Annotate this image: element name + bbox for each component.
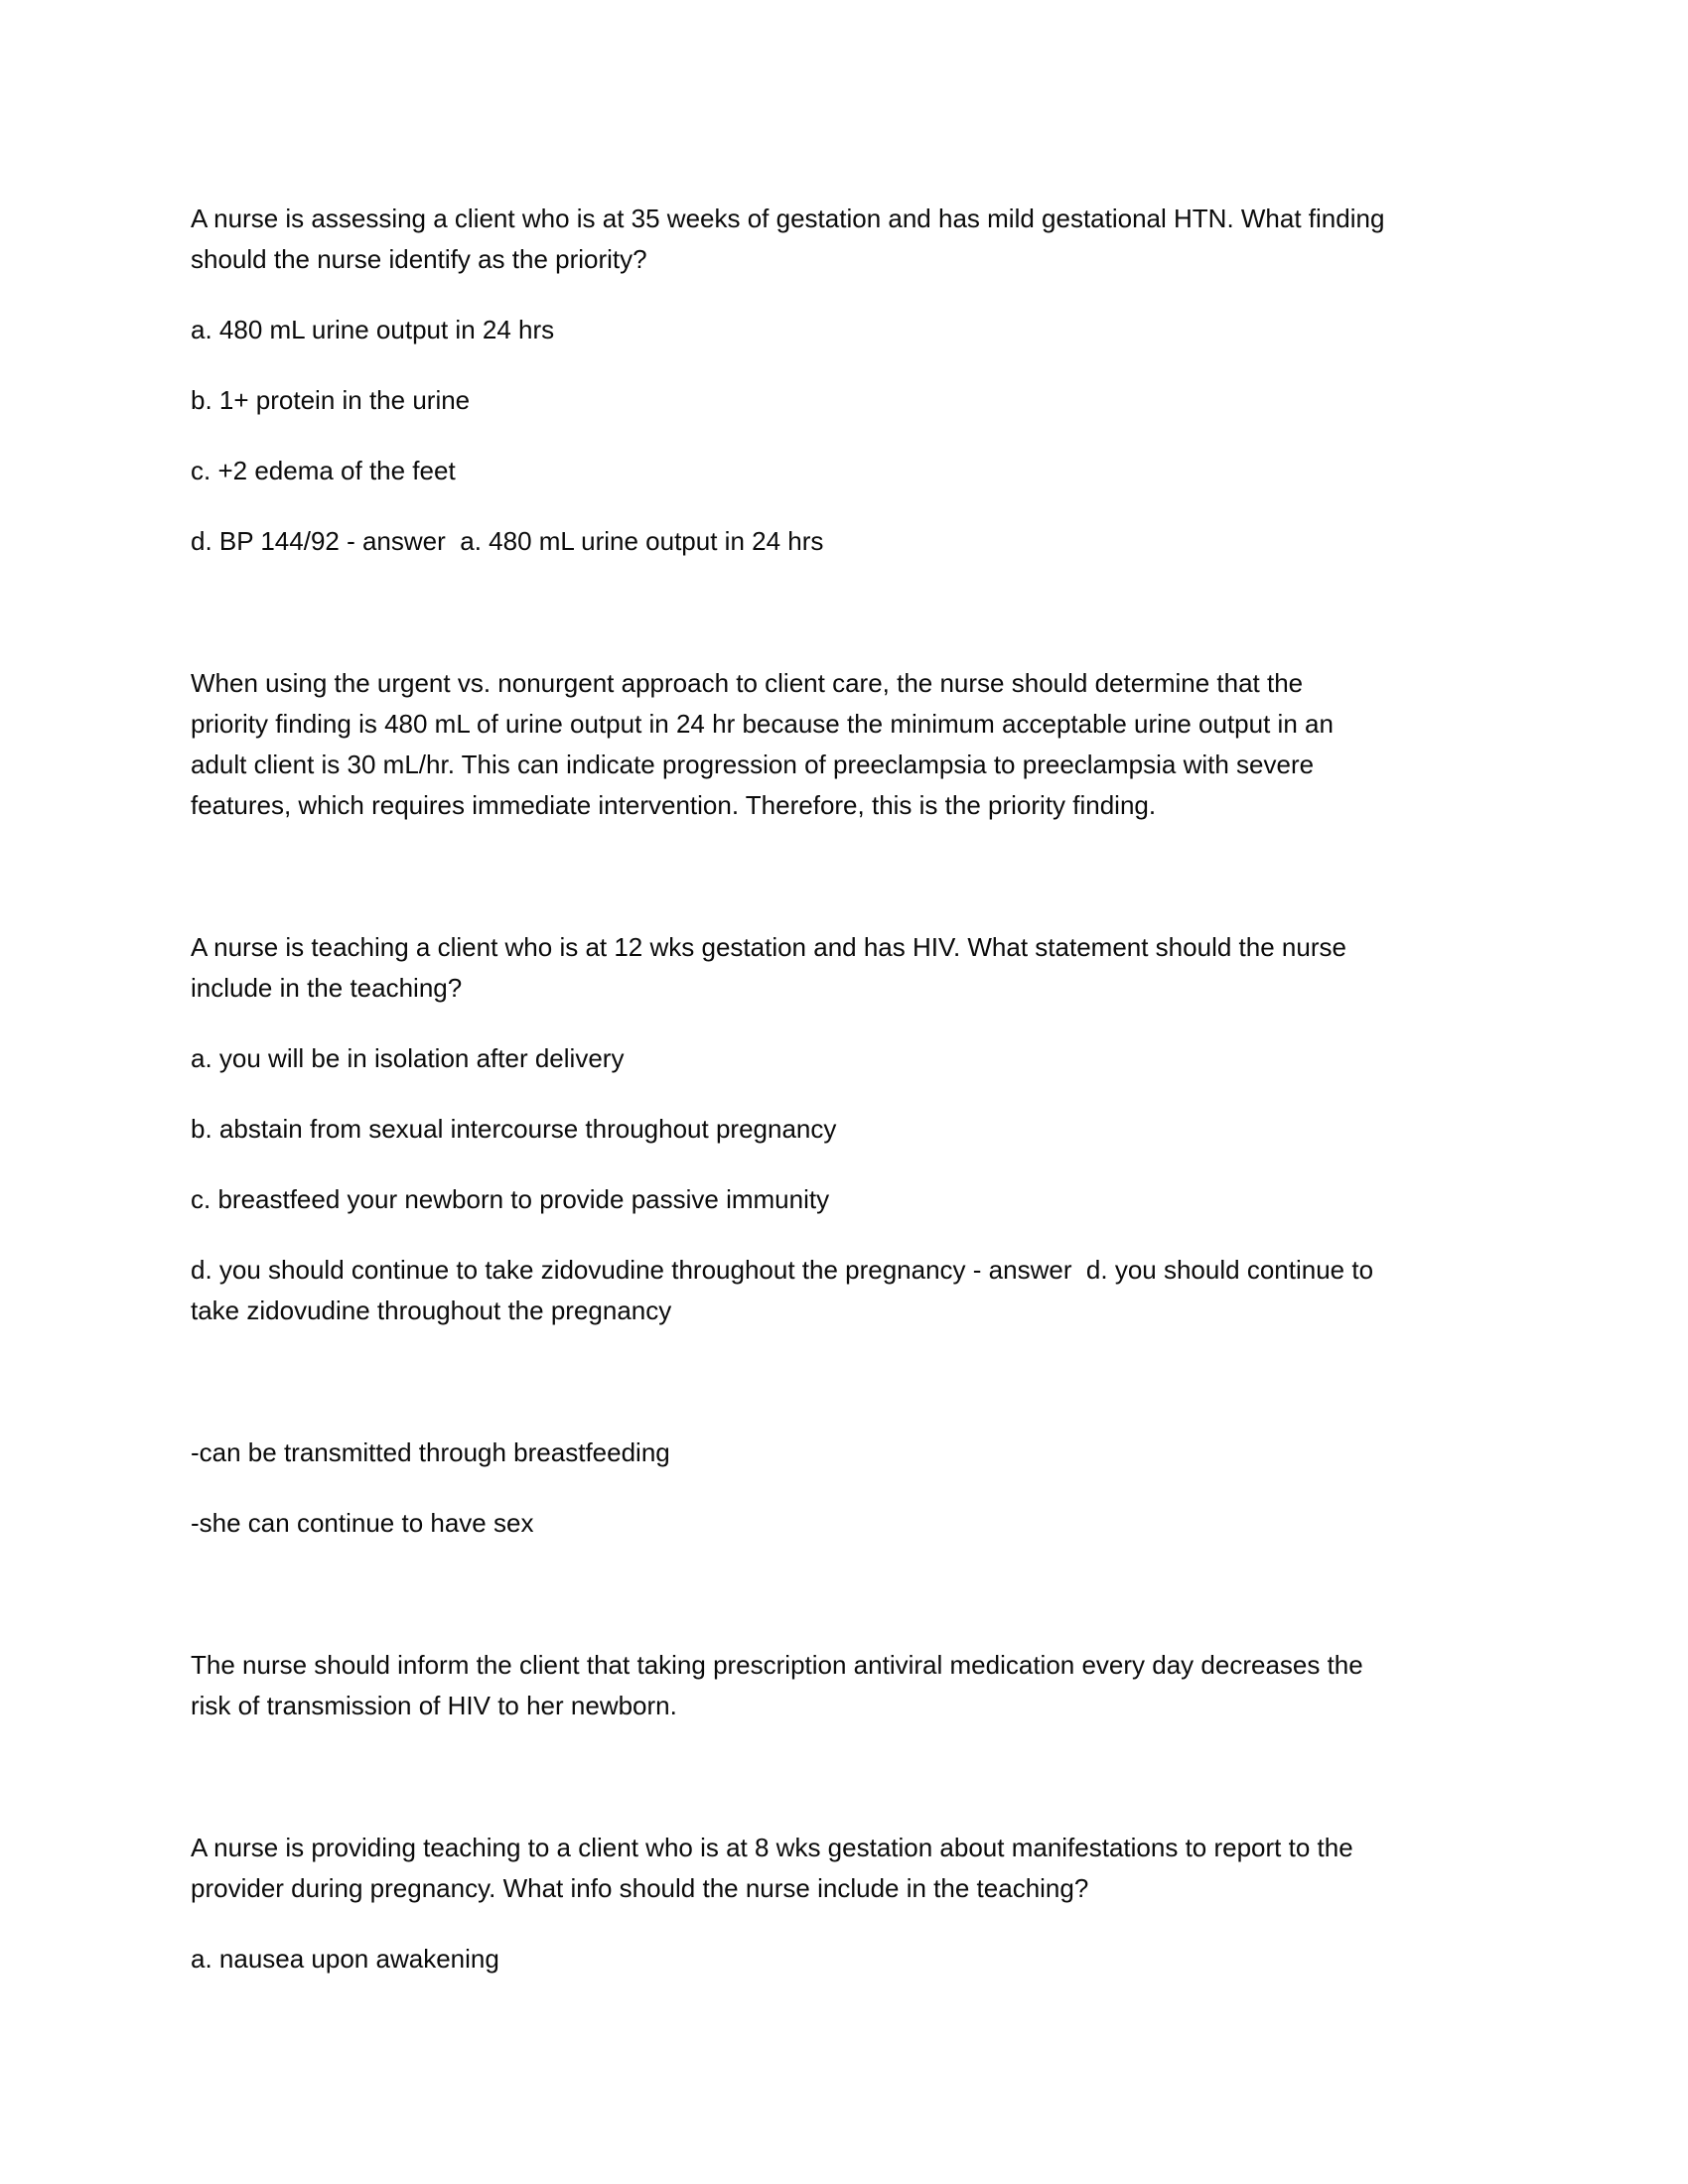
question-1-option-b	[191, 380, 1521, 421]
question-1-rationale	[191, 663, 1521, 826]
question-3-option-a	[191, 1939, 1521, 1979]
question-1-option-b-text: b. 1+ protein in the urine	[191, 385, 471, 415]
question-1-rationale-line-1: When using the urgent vs. nonurgent approach to client care, the nurse should determine that the	[191, 668, 1304, 698]
question-2-note-2-text: -she can continue to have sex	[191, 1508, 534, 1538]
question-1-stem-line-2: should the nurse identify as the priority?	[191, 244, 647, 274]
question-2-option-c-text: c. breastfeed your newborn to provide passive immunity	[191, 1184, 830, 1214]
question-1-option-d-text: d. BP 144/92 - answer a. 480 mL urine output in 24 hrs	[191, 526, 824, 556]
question-2-option-d-line-1: d. you should continue to take zidovudine throughout the pregnancy - answer d. you should continue to	[191, 1255, 1374, 1285]
question-2-rationale-line-1: The nurse should inform the client that taking prescription antiviral medication every day decreases the	[191, 1650, 1363, 1680]
question-2-note-1-text: -can be transmitted through breastfeeding	[191, 1437, 670, 1467]
question-1-rationale-line-3: adult client is 30 mL/hr. This can indicate progression of preeclampsia to preeclampsia with severe	[191, 750, 1315, 779]
question-2-stem-line-1: A nurse is teaching a client who is at 12 wks gestation and has HIV. What statement should the nurse	[191, 932, 1346, 962]
question-1-option-a-text: a. 480 mL urine output in 24 hrs	[191, 315, 555, 344]
question-2-stem-line-2: include in the teaching?	[191, 973, 463, 1003]
question-1-rationale-line-2: priority finding is 480 mL of urine output in 24 hr because the minimum acceptable urine output in an	[191, 709, 1334, 739]
question-1-stem-line-1: A nurse is assessing a client who is at 35 weeks of gestation and has mild gestational HTN. What finding	[191, 204, 1385, 233]
question-2-rationale-line-2: risk of transmission of HIV to her newborn.	[191, 1691, 677, 1720]
question-2-note-2	[191, 1503, 1521, 1544]
question-1-option-c-text: c. +2 edema of the feet	[191, 456, 456, 485]
question-2-option-a	[191, 1038, 1521, 1079]
question-1-stem	[191, 199, 1521, 280]
question-2-option-d-with-answer	[191, 1250, 1521, 1331]
question-3-option-a-text: a. nausea upon awakening	[191, 1944, 499, 1974]
question-2-rationale	[191, 1645, 1521, 1726]
question-2-stem	[191, 927, 1521, 1009]
question-2-option-d-line-2: take zidovudine throughout the pregnancy	[191, 1296, 672, 1325]
question-2-option-c	[191, 1179, 1521, 1220]
question-1-option-d-with-answer	[191, 521, 1521, 562]
question-2-option-b	[191, 1109, 1521, 1150]
question-3-stem-line-1: A nurse is providing teaching to a client who is at 8 wks gestation about manifestations to report to the	[191, 1833, 1353, 1862]
question-1-option-c	[191, 451, 1521, 491]
document-text-column	[191, 0, 1521, 2009]
question-1-option-a	[191, 310, 1521, 350]
question-2-option-a-text: a. you will be in isolation after delivery	[191, 1043, 625, 1073]
question-2-note-1	[191, 1433, 1521, 1473]
question-3-stem	[191, 1828, 1521, 1909]
question-3-stem-line-2: provider during pregnancy. What info should the nurse include in the teaching?	[191, 1873, 1089, 1903]
question-1-rationale-line-4: features, which requires immediate intervention. Therefore, this is the priority finding.	[191, 790, 1157, 820]
question-2-option-b-text: b. abstain from sexual intercourse throughout pregnancy	[191, 1114, 837, 1144]
